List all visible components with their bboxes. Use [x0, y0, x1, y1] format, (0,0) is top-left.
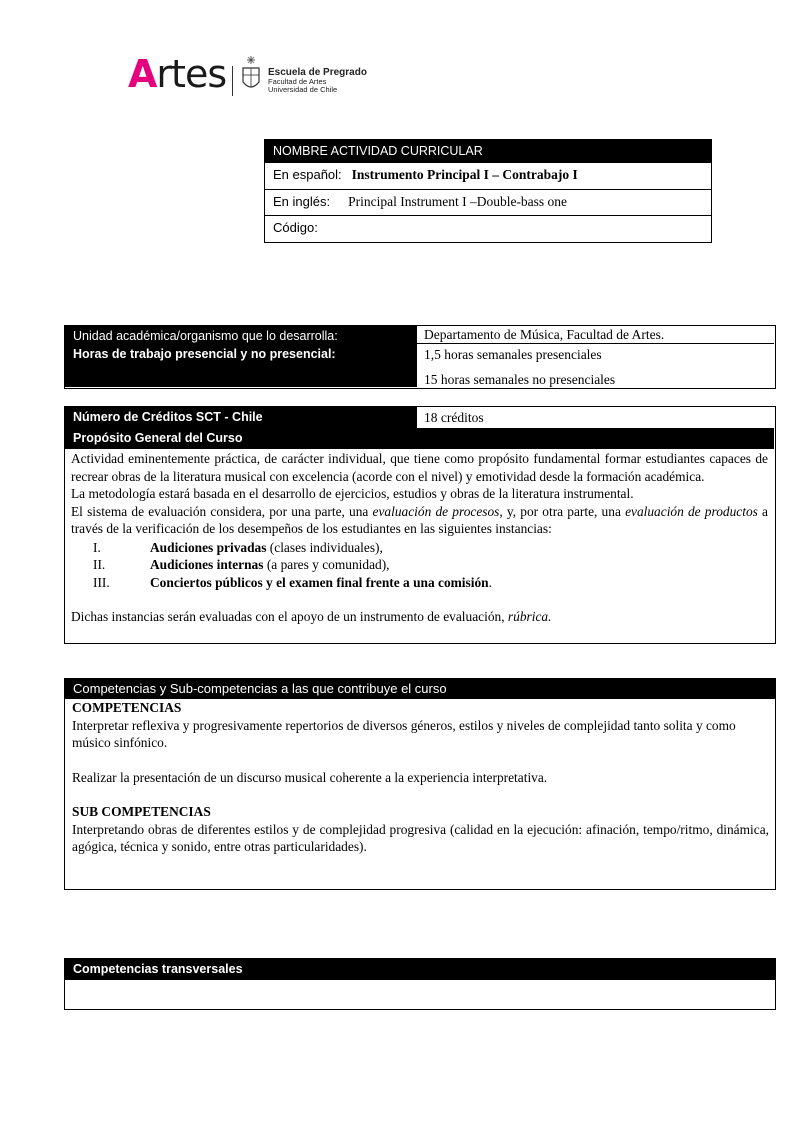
list-item-title: Audiciones privadas	[150, 539, 267, 555]
list-item	[93, 539, 768, 557]
logo-text	[268, 68, 367, 93]
artes-logo	[128, 52, 226, 96]
credits-label: Número de Créditos SCT - Chile	[65, 407, 417, 428]
sub-competency-1: Interpretando obras de diferentes estilos y de complejidad progresiva (calidad en la ejecución: afinación, tempo/ritmo, dinámica, agógica, técnica y sonido, entre otras particularidades).	[72, 821, 769, 854]
competency-1: Interpretar reflexiva y progresivamente repertorios de diversos géneros, estilos y niveles de complejidad tanto solita y como músico sinfónico.	[72, 717, 736, 750]
logo-divider	[232, 66, 233, 96]
spanish-label: En español:	[273, 167, 342, 182]
purpose-body	[71, 450, 768, 626]
english-value: Principal Instrument I –Double-bass one	[348, 194, 568, 209]
competency-2: Realizar la presentación de un discurso musical coherente a la experiencia interpretativa.	[72, 769, 548, 785]
list-item-detail: .	[488, 574, 492, 590]
credits-value: 18 créditos	[424, 410, 484, 425]
p3-text-c: , y, por otra parte, una	[499, 503, 626, 519]
competencies-body	[72, 699, 769, 856]
code-label: Código:	[273, 220, 318, 235]
activity-name-table	[264, 139, 712, 243]
hours-presential: 1,5 horas semanales presenciales	[424, 347, 602, 362]
spanish-name-row	[265, 163, 711, 189]
p3-italic-products: evaluación de productos	[625, 503, 758, 519]
list-item	[93, 574, 768, 592]
instances-list	[93, 539, 768, 592]
credits-purpose-table	[64, 406, 776, 644]
purpose-paragraph-1: Actividad eminentemente práctica, de carácter individual, que tiene como propósito fundamental formar estudiantes capaces de recrear obras de la literatura musical con excelencia (acorde con el nivel) y emotividad desde la formación académica.	[71, 451, 768, 484]
list-item-detail: (a pares y comunidad),	[263, 557, 390, 572]
unit-value: Departamento de Música, Facultad de Artes.	[424, 327, 665, 342]
hours-label: Horas de trabajo presencial y no presencial:	[73, 347, 336, 361]
list-item-number: III.	[93, 574, 110, 590]
list-item-title: Conciertos públicos y el examen final frente a una comisión	[150, 574, 489, 590]
p4-italic-rubric: rúbrica.	[507, 609, 552, 624]
list-item	[93, 556, 768, 574]
unit-label: Unidad académica/organismo que lo desarrolla:	[73, 329, 338, 343]
logo-wordmark-rest: rtes	[156, 52, 227, 96]
unit-label-cell	[65, 326, 417, 387]
list-item-title: Audiciones internas	[150, 557, 264, 572]
list-item-detail: (clases individuales),	[266, 539, 383, 555]
competencies-header: Competencias y Sub-competencias a las que contribuye el curso	[65, 679, 775, 699]
spanish-value: Instrumento Principal I – Contrabajo I	[351, 167, 578, 182]
sub-competencies-title: SUB COMPETENCIAS	[72, 804, 211, 819]
university-seal-icon	[240, 54, 262, 94]
logo-line-3: Universidad de Chile	[268, 84, 338, 94]
p3-text-e: a través de la verificación de los desempeños de los estudiantes en las siguientes instancias:	[71, 503, 768, 536]
p4-text-a: Dichas instancias serán evaluadas con el apoyo de un instrumento de evaluación,	[71, 609, 508, 624]
english-label: En inglés:	[273, 194, 331, 209]
transversal-table	[64, 958, 776, 1010]
unit-value-cell	[417, 326, 774, 344]
list-item-number: II.	[93, 557, 106, 572]
p3-text-a: El sistema de evaluación considera, por una parte, una	[71, 503, 373, 519]
list-item-number: I.	[93, 539, 101, 555]
hours-non-presential: 15 horas semanales no presenciales	[424, 372, 616, 387]
unit-table	[64, 325, 776, 389]
transversal-header: Competencias transversales	[65, 959, 775, 980]
logo-wordmark: A	[128, 52, 157, 96]
purpose-paragraph-3	[71, 503, 768, 538]
competencies-table	[64, 678, 776, 890]
purpose-header: Propósito General del Curso	[65, 428, 774, 449]
english-name-row	[265, 189, 711, 215]
purpose-paragraph-4	[71, 608, 768, 626]
logo-line-2: Facultad de Artes	[268, 77, 327, 86]
competencies-title: COMPETENCIAS	[72, 700, 182, 715]
code-row	[265, 215, 711, 241]
activity-name-header: NOMBRE ACTIVIDAD CURRICULAR	[265, 140, 711, 163]
purpose-paragraph-2: La metodología estará basada en el desarrollo de ejercicios, estudios y obras de la literatura instrumental.	[71, 486, 634, 501]
logo-line-1: Escuela de Pregrado	[268, 67, 367, 78]
p3-italic-processes: evaluación de procesos	[372, 503, 500, 519]
